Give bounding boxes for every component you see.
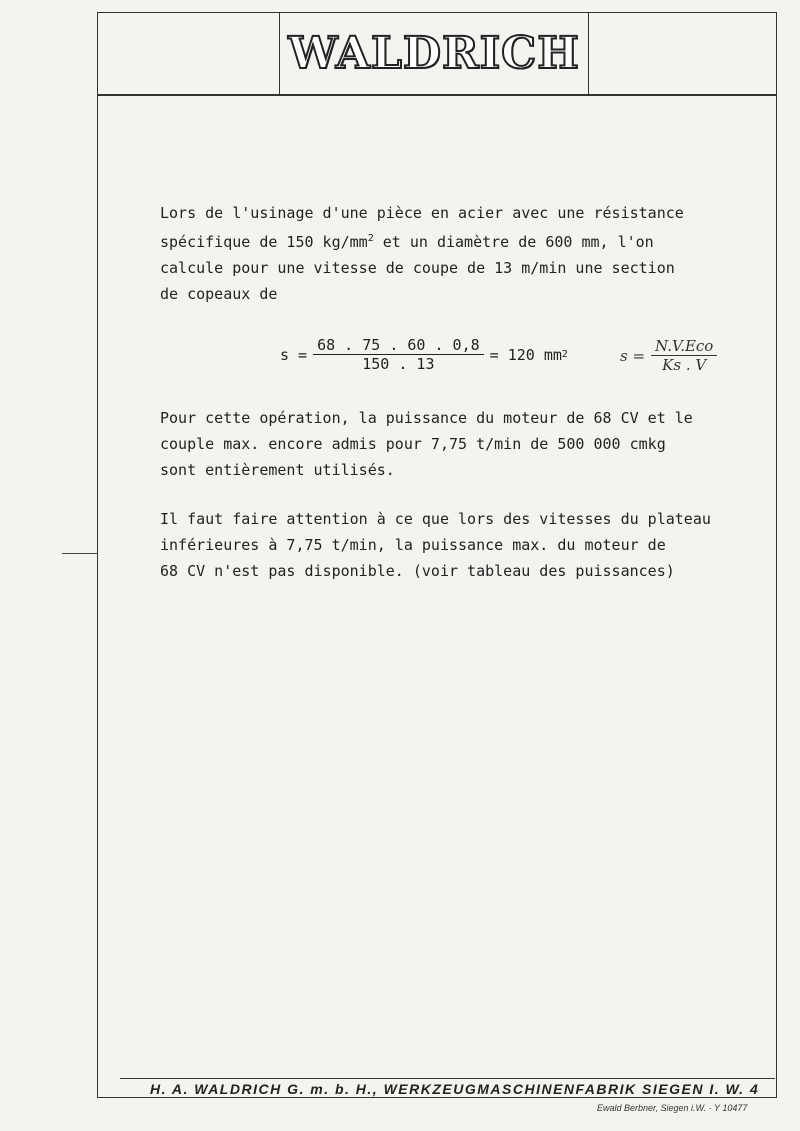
footer-divider [120,1078,775,1079]
text-line: couple max. encore admis pour 7,75 t/min de 500 000 cmkg [160,435,666,453]
company-logo: WALDRICH [288,27,580,79]
section-formula [280,336,568,373]
handwritten-denominator: Ks . V [662,356,707,374]
formula-result: = 120 mm [489,345,562,364]
text-segment: et un diamètre de 600 mm, l'on [373,233,654,251]
formula-lhs: s = [280,345,308,364]
handwritten-formula [620,337,723,374]
footer-page-mark: 4 [749,1081,760,1097]
handwritten-lhs: s = [620,346,646,365]
footer-company [150,1081,759,1097]
header-divider [97,94,777,96]
paragraph-warning [160,506,760,584]
text-line: Il faut faire attention à ce que lors des vitesses du plateau [160,510,711,528]
paragraph-operation [160,405,760,483]
text-line: Pour cette opération, la puissance du moteur de 68 CV et le [160,409,693,427]
handwritten-fraction [651,337,717,374]
paragraph-intro [160,200,760,307]
text-line: calcule pour une vitesse de coupe de 13 m/min une section [160,259,675,277]
text-line: sont entièrement utilisés. [160,461,395,479]
text-line: inférieures à 7,75 t/min, la puissance max. du moteur de [160,536,666,554]
text-line: Lors de l'usinage d'une pièce en acier avec une résistance [160,204,684,222]
formula-numerator: 68 . 75 . 60 . 0,8 [313,336,484,355]
text-line: de copeaux de [160,285,278,303]
text-line [160,226,760,255]
footer-company-name: H. A. WALDRICH G. m. b. H., WERKZEUGMASCHINENFABRIK SIEGEN I. W. [150,1081,745,1097]
margin-mark [62,553,98,554]
printer-imprint: Ewald Berbner, Siegen i.W. · Y 10477 [597,1103,748,1113]
text-line: 68 CV n'est pas disponible. (voir tableau des puissances) [160,562,675,580]
text-segment: spécifique de 150 kg/mm [160,233,368,251]
formula-denominator: 150 . 13 [362,355,435,373]
handwritten-numerator: N.V.Eco [651,337,717,356]
formula-fraction [313,336,484,373]
superscript: 2 [367,233,374,244]
logo-box [279,12,589,94]
formula-result-exponent: 2 [561,349,568,360]
